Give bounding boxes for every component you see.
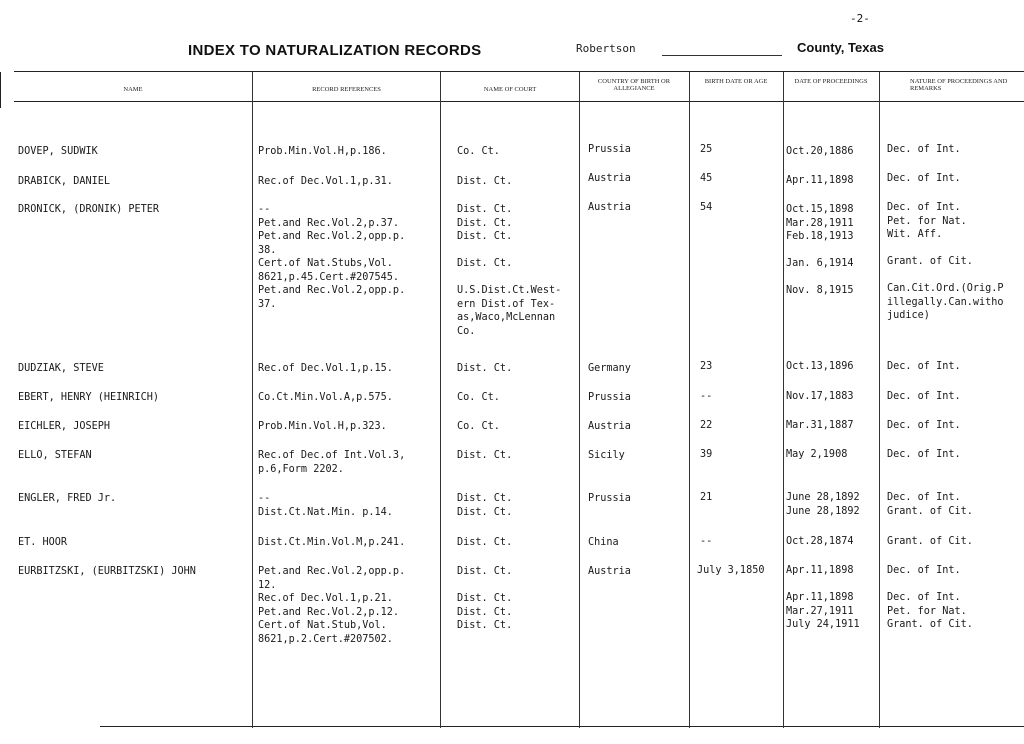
cell-country: Prussia [588, 493, 631, 504]
table-bottom-rule [100, 726, 1024, 727]
cell-record-references: Co.Ct.Min.Vol.A,p.575. [258, 392, 393, 403]
header-bottom-rule [14, 101, 1024, 102]
cell-court: Dist. Ct. Dist. Ct. Dist. Ct. Dist. Ct. [457, 566, 513, 631]
cell-remarks: Dec. of Int. Dec. of Int. Pet. for Nat. Grant. of Cit. [887, 565, 973, 630]
cell-birth: 21 [700, 492, 713, 503]
cell-court: Dist. Ct. [457, 363, 513, 374]
cell-country: China [588, 537, 619, 548]
cell-record-references: -- Pet.and Rec.Vol.2,p.37. Pet.and Rec.Vol.2,opp.p. 38. Cert.of Nat.Stubs,Vol. 8621,p.45.Cert.#207545. Pet.and Rec.Vol.2,opp.p. 37. [258, 204, 406, 310]
column-header-name-of-court: NAME OF COURT [483, 86, 537, 93]
cell-date: Apr.11,1898 Apr.11,1898 Mar.27,1911 July 24,1911 [786, 565, 860, 630]
county-underline [662, 55, 782, 56]
cell-country: Austria [588, 202, 631, 213]
cell-court: Co. Ct. [457, 392, 500, 403]
cell-remarks: Grant. of Cit. [887, 536, 973, 547]
column-divider [440, 72, 441, 728]
cell-date: June 28,1892 June 28,1892 [786, 492, 860, 517]
cell-country: Austria [588, 173, 631, 184]
cell-country: Austria [588, 421, 631, 432]
cell-court: Co. Ct. [457, 146, 500, 157]
cell-court: Dist. Ct. Dist. Ct. Dist. Ct. Dist. Ct. U.S.Dist.Ct.West- ern Dist.of Tex- as,Waco,McLennan Co. [457, 204, 562, 337]
cell-date: Apr.11,1898 [786, 175, 854, 186]
cell-name: DOVEP, SUDWIK [18, 146, 98, 157]
cell-court: Co. Ct. [457, 421, 500, 432]
column-divider [783, 72, 784, 728]
cell-country: Prussia [588, 144, 631, 155]
header-top-rule [14, 71, 1024, 72]
page-number: -2- [850, 12, 870, 25]
cell-name: DRONICK, (DRONIK) PETER [18, 204, 160, 215]
column-divider [579, 72, 580, 728]
cell-court: Dist. Ct. Dist. Ct. [457, 493, 513, 518]
cell-name: ELLO, STEFAN [18, 450, 92, 461]
cell-name: ET. HOOR [18, 537, 68, 548]
column-header-birth-date: BIRTH DATE OR AGE [704, 78, 768, 85]
cell-country: Austria [588, 566, 631, 577]
cell-date: May 2,1908 [786, 449, 848, 460]
cell-court: Dist. Ct. [457, 176, 513, 187]
cell-birth: -- [700, 536, 713, 547]
cell-name: DUDZIAK, STEVE [18, 363, 104, 374]
cell-remarks: Dec. of Int. [887, 144, 961, 155]
cell-name: EICHLER, JOSEPH [18, 421, 111, 432]
cell-remarks: Dec. of Int. [887, 361, 961, 372]
column-divider [689, 72, 690, 728]
cell-country: Prussia [588, 392, 631, 403]
column-header-record-references: RECORD REFERENCES [312, 86, 381, 93]
cell-record-references: Rec.of Dec.Vol.1,p.31. [258, 176, 393, 187]
cell-record-references: Rec.of Dec.of Int.Vol.3, p.6,Form 2202. [258, 450, 406, 475]
cell-record-references: Rec.of Dec.Vol.1,p.15. [258, 363, 393, 374]
column-header-name: NAME [123, 86, 143, 93]
cell-birth: 54 [700, 202, 713, 213]
cell-birth: 39 [700, 449, 713, 460]
cell-name: EBERT, HENRY (HEINRICH) [18, 392, 160, 403]
cell-birth: 23 [700, 361, 713, 372]
cell-record-references: Dist.Ct.Min.Vol.M,p.241. [258, 537, 406, 548]
cell-country: Germany [588, 363, 631, 374]
cell-name: ENGLER, FRED Jr. [18, 493, 117, 504]
cell-court: Dist. Ct. [457, 450, 513, 461]
column-divider [879, 72, 880, 728]
cell-remarks: Dec. of Int. Pet. for Nat. Wit. Aff. Grant. of Cit. Can.Cit.Ord.(Orig.P illegally.Can.witho judice) [887, 202, 1004, 321]
cell-remarks: Dec. of Int. Grant. of Cit. [887, 492, 973, 517]
cell-date: Oct.15,1898 Mar.28,1911 Feb.18,1913 Jan. 6,1914 Nov. 8,1915 [786, 204, 854, 296]
cell-birth: 45 [700, 173, 713, 184]
cell-remarks: Dec. of Int. [887, 449, 961, 460]
column-header-date-of-proceedings: DATE OF PROCEEDINGS [794, 78, 868, 85]
county-label: County, Texas [797, 40, 884, 55]
cell-record-references: Prob.Min.Vol.H,p.186. [258, 146, 387, 157]
cell-date: Mar.31,1887 [786, 420, 854, 431]
cell-name: EURBITZSKI, (EURBITZSKI) JOHN [18, 566, 196, 577]
cell-date: Oct.13,1896 [786, 361, 854, 372]
column-divider [252, 72, 253, 728]
left-edge [0, 72, 1, 108]
cell-name: DRABICK, DANIEL [18, 176, 111, 187]
cell-birth: 25 [700, 144, 713, 155]
column-header-country: COUNTRY OF BIRTH OR ALLEGIANCE [597, 78, 671, 92]
cell-birth: July 3,1850 [697, 565, 765, 576]
cell-date: Oct.20,1886 [786, 146, 854, 157]
cell-court: Dist. Ct. [457, 537, 513, 548]
cell-remarks: Dec. of Int. [887, 420, 961, 431]
column-header-remarks: NATURE OF PROCEEDINGS AND REMARKS [910, 78, 1008, 92]
cell-country: Sicily [588, 450, 625, 461]
cell-record-references: Prob.Min.Vol.H,p.323. [258, 421, 387, 432]
cell-birth: -- [700, 391, 713, 402]
cell-record-references: Pet.and Rec.Vol.2,opp.p. 12. Rec.of Dec.Vol.1,p.21. Pet.and Rec.Vol.2,p.12. Cert.of Nat.Stub,Vol. 8621,p.2.Cert.#207502. [258, 566, 406, 645]
cell-remarks: Dec. of Int. [887, 391, 961, 402]
cell-remarks: Dec. of Int. [887, 173, 961, 184]
page-title: INDEX TO NATURALIZATION RECORDS [188, 42, 482, 59]
cell-birth: 22 [700, 420, 713, 431]
cell-record-references: -- Dist.Ct.Nat.Min. p.14. [258, 493, 393, 518]
county-name: Robertson [576, 42, 636, 55]
cell-date: Nov.17,1883 [786, 391, 854, 402]
cell-date: Oct.28,1874 [786, 536, 854, 547]
